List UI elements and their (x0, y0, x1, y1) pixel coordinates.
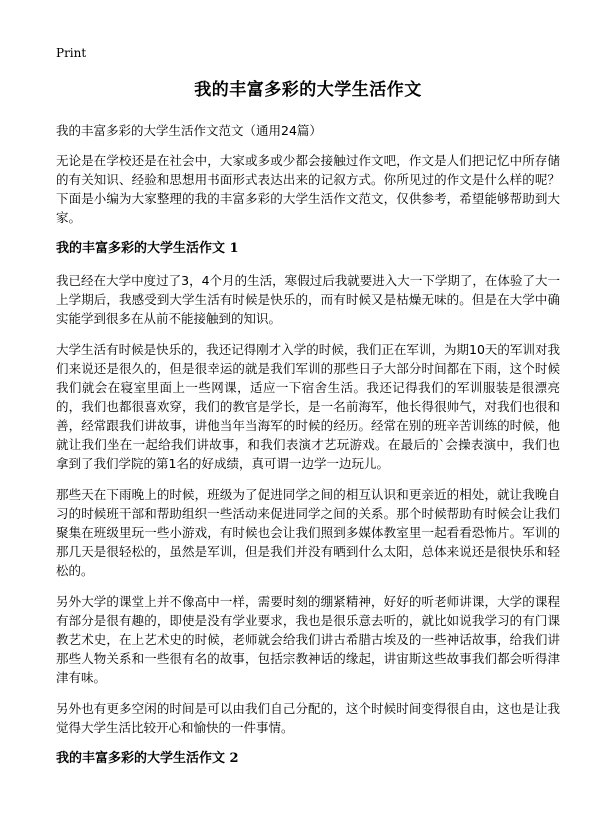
print-link[interactable]: Print (56, 46, 87, 60)
paragraph: 另外大学的课堂上并不像高中一样，需要时刻的绷紧精神，好好的听老师讲课，大学的课程有部分是很有趣的，即使是没有学业要求，我也是很乐意去听的，就比如说我学习的有门课教艺术史，在上艺术史的时候，老师就会给我们讲古希腊古埃及的一些神话故事，给我们讲那些人物关系和一些很有名的故事，包括宗教神话的缘起，讲宙斯这些故事我们都会听得津津有味。 (56, 594, 560, 685)
paragraph: 那些天在下雨晚上的时候，班级为了促进同学之间的相互认识和更亲近的相处，就让我晚自习的时候班干部和帮助组织一些活动来促进同学之间的关系。那个时候帮助有时候会让我们聚集在班级里玩一些小游戏，有时候也会让我们照到多媒体教室里一起看看恐怖片。军训的那几天是很轻松的，虽然是军训，但是我们并没有晒到什么太阳，总体来说还是很快乐和轻松的。 (56, 487, 560, 578)
article-body (56, 151, 560, 781)
page-title: 我的丰富多彩的大学生活作文 (194, 80, 422, 100)
section-heading: 我的丰富多彩的大学生活作文 2 (56, 751, 239, 766)
paragraph: 大学生活有时候是快乐的，我还记得刚才入学的时候，我们正在军训，为期10天的军训对我们来说还是很久的，但是很幸运的就是我们军训的那些日子大部分时间都在下雨，这个时候我们就会在寝室里面上一些网课，适应一下宿舍生活。我还记得我们的军训服装是很漂亮的，我们也都很喜欢穿，我们的教官是学长，是一名前海军，他长得很帅气，对我们也很和善，经常跟我们讲故事，讲他当年当海军的时候的经历。经常在别的班辛苦训练的时候，他就让我们坐在一起给我们讲故事，和我们表演才艺玩游戏。在最后的`会操表演中，我们也拿到了我们学院的第1名的好成绩，真可谓一边学一边玩儿。 (56, 342, 560, 471)
paragraph: 我已经在大学中度过了3，4个月的生活，寒假过后我就要进入大一下学期了，在体验了大一上学期后，我感受到大学生活有时候是快乐的，而有时候又是枯燥无味的。但是在大学中确实能学到很多在从前不能接触到的知识。 (56, 273, 560, 326)
document-subtitle: 我的丰富多彩的大学生活作文范文（通用24篇） (56, 123, 322, 138)
section-heading: 我的丰富多彩的大学生活作文 1 (56, 241, 239, 256)
paragraph: 另外也有更多空闲的时间是可以由我们自己分配的，这个时候时间变得很自由，这也是让我觉得大学生活比较开心和愉快的一件事情。 (56, 701, 560, 735)
intro-paragraph: 无论是在学校还是在社会中，大家或多或少都会接触过作文吧，作文是人们把记忆中所存储的有关知识、经验和思想用书面形式表达出来的记叙方式。你所见过的作文是什么样的呢？下面是小编为大家整理的我的丰富多彩的大学生活作文范文，仅供参考，希望能够帮助到大家。 (56, 153, 560, 225)
